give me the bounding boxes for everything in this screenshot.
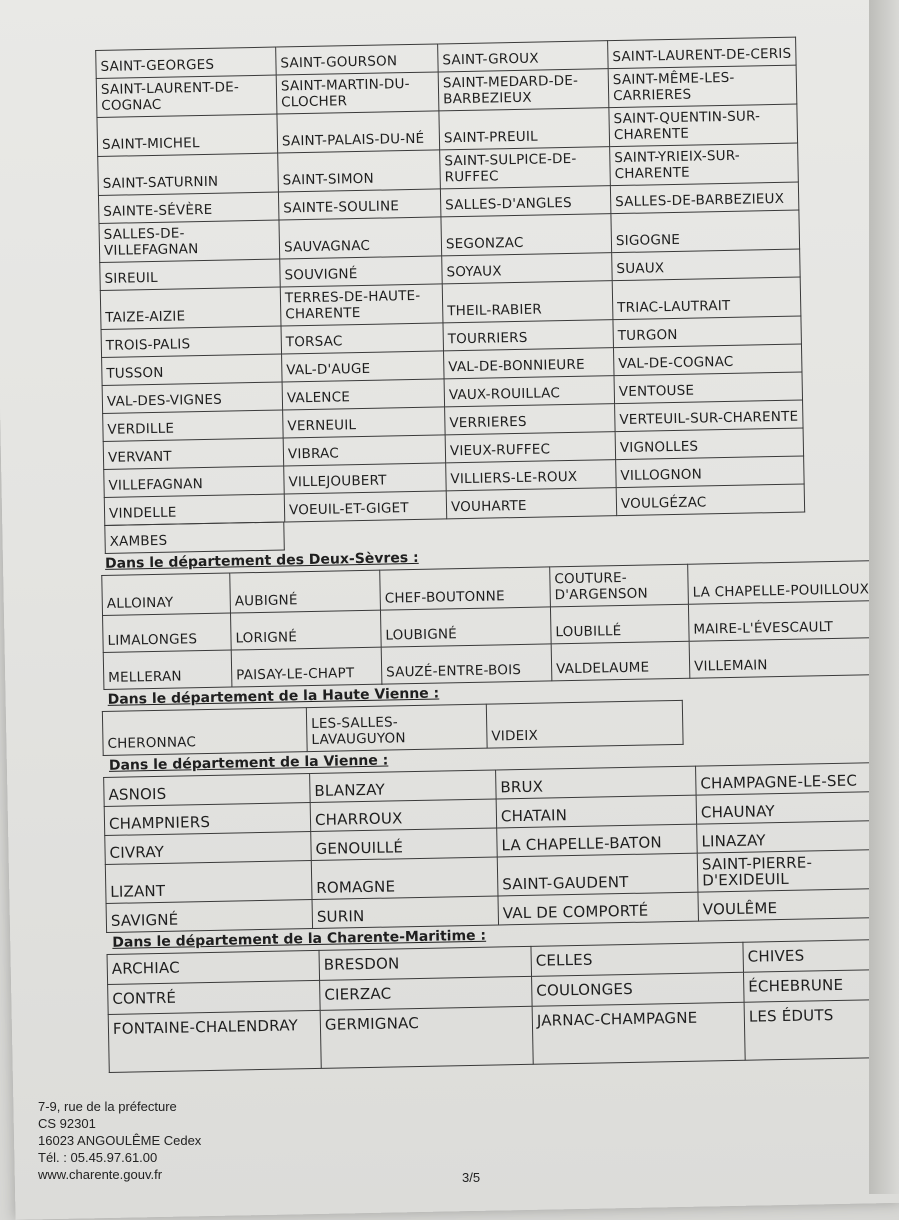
table-cell: SAINT-MÊME-LES-CARRIERES: [608, 65, 797, 108]
table-cell: SIREUIL: [100, 259, 281, 290]
table-cell: CIVRAY: [105, 832, 312, 865]
table-cell: VILLEFAGNAN: [104, 466, 285, 497]
page-number: 3/5: [462, 1170, 481, 1185]
table-cell: CHAMPNIERS: [104, 803, 311, 836]
section-heading-haute-vienne: Dans le département de la Haute Vienne :: [107, 685, 440, 708]
table-cell: LES-SALLES-LAVAUGUYON: [306, 704, 487, 751]
table-cell: VALENCE: [282, 379, 445, 410]
table-cell: LA CHAPELLE-BATON: [497, 824, 698, 857]
table-cell: SAUVAGNAC: [279, 217, 442, 259]
table-cell: SALLES-DE-VILLEFAGNAN: [99, 220, 280, 262]
table-cell: ROMAGNE: [311, 857, 498, 900]
table-cell: THEIL-RABIER: [442, 281, 613, 323]
table-cell: SAINT-QUENTIN-SUR-CHARENTE: [609, 104, 798, 147]
table-cell: CHATAIN: [496, 795, 697, 828]
table-cell: LOUBILLÉ: [550, 604, 689, 644]
table-cell: CHIVES: [743, 939, 899, 972]
table-cell: SAINT-YRIEIX-SUR-CHARENTE: [610, 143, 799, 186]
table-cell: CHERONNAC: [102, 708, 307, 756]
table-cell: TERRES-DE-HAUTE-CHARENTE: [280, 284, 443, 326]
table-cell: VINDELLE: [104, 494, 285, 525]
vienne-table: [103, 762, 899, 933]
table-cell: LORIGNÉ: [231, 610, 382, 650]
table-cell: SAINT-LAURENT-DE-COGNAC: [96, 75, 277, 117]
communes-content: [95, 37, 870, 1073]
table-cell: CELLES: [531, 942, 744, 976]
table-cell: LINAZAY: [697, 820, 899, 853]
table-cell: VERDILLE: [103, 410, 284, 441]
table-cell: SAINT-MEDARD-DE-BARBEZIEUX: [438, 69, 609, 111]
table-cell: BRESDON: [319, 946, 532, 980]
table-cell: SAINT-GROUX: [438, 41, 609, 72]
table-cell: SAINT-SULPICE-DE-RUFFEC: [440, 147, 611, 189]
table-cell: VERVANT: [103, 438, 284, 469]
table-cell: VAL-DES-VIGNES: [102, 382, 283, 413]
section-heading-deux-sevres: Dans le département des Deux-Sèvres :: [104, 549, 419, 572]
table-cell: CHARROUX: [310, 799, 497, 832]
table-cell: CHEF-BOUTONNE: [380, 567, 551, 610]
table-cell: PAISAY-LE-CHAPT: [231, 647, 382, 687]
table-cell: TURGON: [613, 316, 802, 348]
table-cell: VILLEMAIN: [689, 638, 884, 679]
table-cell: ÉCHEBRUNE: [743, 969, 899, 1002]
table-cell: VAUX-ROUILLAC: [444, 376, 615, 407]
table-cell: SUAUX: [612, 249, 801, 281]
table-cell: LOUBIGNÉ: [380, 607, 551, 647]
table-cell: GERMIGNAC: [320, 1006, 533, 1068]
table-cell: SOYAUX: [442, 253, 613, 284]
table-cell: TORSAC: [281, 323, 444, 354]
table-cell: TOURRIERS: [443, 320, 614, 351]
table-cell: LA CHAPELLE-POUILLOUX: [688, 561, 883, 605]
table-cell: SEGONZAC: [441, 214, 612, 256]
table-cell: SAINT-SIMON: [278, 150, 441, 192]
table-cell: LIMALONGES: [103, 613, 232, 652]
footer-street: 7-9, rue de la préfecture: [38, 1099, 177, 1114]
table-cell: VALDELAUME: [551, 641, 690, 681]
table-cell: ARCHIAC: [107, 950, 320, 984]
table-cell: SOUVIGNÉ: [280, 256, 443, 287]
footer-city: 16023 ANGOULÊME Cedex: [38, 1133, 202, 1148]
table-cell: VOEUIL-ET-GIGET: [284, 491, 447, 522]
footer-cs: CS 92301: [38, 1116, 96, 1131]
table-cell: SAINT-PALAIS-DU-NÉ: [277, 111, 440, 153]
table-cell: VIGNOLLES: [615, 428, 804, 460]
table-cell: SALLES-DE-BARBEZIEUX: [610, 182, 799, 214]
table-cell: COUTURE-D'ARGENSON: [550, 564, 689, 607]
table-cell: TUSSON: [102, 354, 283, 385]
table-cell: SAINT-MICHEL: [97, 114, 278, 156]
table-cell: TROIS-PALIS: [101, 326, 282, 357]
table-cell: SAUZÉ-ENTRE-BOIS: [381, 644, 552, 684]
table-cell: SAINTE-SOULINE: [278, 189, 441, 220]
table-cell: CONTRÉ: [108, 980, 321, 1014]
table-cell: VAL-DE-BONNIEURE: [444, 348, 615, 379]
section-heading-charente-maritime: Dans le département de la Charente-Maritime :: [112, 927, 487, 951]
table-cell: VIEUX-RUFFEC: [445, 432, 616, 463]
table-cell: MAIRE-L'ÉVESCAULT: [688, 601, 883, 642]
table-cell: VILLIERS-LE-ROUX: [446, 460, 617, 491]
table-cell: TAIZE-AIZIE: [100, 287, 281, 329]
table-cell: ALLOINAY: [102, 573, 231, 615]
table-cell: VOUHARTE: [446, 488, 617, 519]
table-cell: LES ÉDUTS: [744, 999, 899, 1060]
table-cell: VENTOUSE: [614, 372, 803, 404]
table-cell: SIGOGNE: [611, 210, 800, 253]
charente-maritime-table: [107, 939, 899, 1073]
next-page-edge: [869, 0, 899, 1194]
charente-last-row-table: [104, 521, 285, 553]
table-cell: SAINTE-SÉVÈRE: [98, 192, 279, 223]
table-cell: VERTEUIL-SUR-CHARENTE: [615, 400, 804, 432]
table-row: [105, 522, 285, 553]
table-cell: GENOUILLÉ: [311, 828, 498, 861]
table-cell: VAL DE COMPORTÉ: [498, 892, 699, 925]
table-row: [102, 700, 683, 755]
table-cell: ASNOIS: [104, 774, 311, 807]
table-cell: VOULÊME: [698, 888, 899, 921]
table-cell: SAINT-MARTIN-DU-CLOCHER: [276, 72, 439, 114]
table-cell: MELLERAN: [103, 650, 232, 689]
table-cell: CIERZAC: [320, 976, 533, 1010]
table-cell: SAINT-SATURNIN: [98, 153, 279, 195]
table-cell: CHAMPAGNE-LE-SEC: [696, 762, 899, 795]
table-cell: VAL-DE-COGNAC: [613, 344, 802, 376]
deux-sevres-table: [101, 560, 884, 690]
table-cell: SALLES-D'ANGLES: [440, 186, 611, 217]
table-cell: SURIN: [312, 896, 499, 929]
table-cell: CHAUNAY: [696, 791, 899, 824]
table-cell: AUBIGNÉ: [230, 570, 381, 613]
footer-phone: Tél. : 05.45.97.61.00: [38, 1150, 158, 1165]
section-heading-vienne: Dans le département de la Vienne :: [108, 752, 389, 774]
table-cell: SAINT-GAUDENT: [497, 853, 698, 896]
table-cell: BRUX: [496, 766, 697, 799]
table-cell: SAVIGNÉ: [106, 900, 313, 933]
table-cell: SAINT-GEORGES: [96, 47, 277, 78]
table-cell: VILLEJOUBERT: [284, 463, 447, 494]
table-cell: VIDEIX: [486, 700, 683, 748]
footer-website: www.charente.gouv.fr: [38, 1167, 163, 1182]
table-cell: VERNEUIL: [283, 407, 446, 438]
table-cell: TRIAC-LAUTRAIT: [612, 277, 801, 320]
table-cell: XAMBES: [105, 522, 285, 553]
table-cell: SAINT-PIERRE-D'EXIDEUIL: [697, 849, 899, 892]
table-cell: COULONGES: [532, 972, 745, 1006]
table-cell: FONTAINE-CHALENDRAY: [108, 1010, 321, 1072]
table-cell: VIBRAC: [283, 435, 446, 466]
table-cell: SAINT-LAURENT-DE-CERIS: [608, 37, 797, 69]
table-cell: VOULGÉZAC: [616, 484, 805, 516]
table-cell: SAINT-PREUIL: [439, 108, 610, 150]
table-cell: JARNAC-CHAMPAGNE: [532, 1002, 745, 1064]
charente-communes-table: [95, 37, 805, 526]
table-cell: VAL-D'AUGE: [282, 351, 445, 382]
table-cell: VERRIERES: [445, 404, 616, 435]
table-cell: SAINT-GOURSON: [276, 44, 439, 75]
table-cell: VILLOGNON: [616, 456, 805, 488]
table-cell: LIZANT: [105, 861, 312, 904]
table-cell: BLANZAY: [310, 770, 497, 803]
